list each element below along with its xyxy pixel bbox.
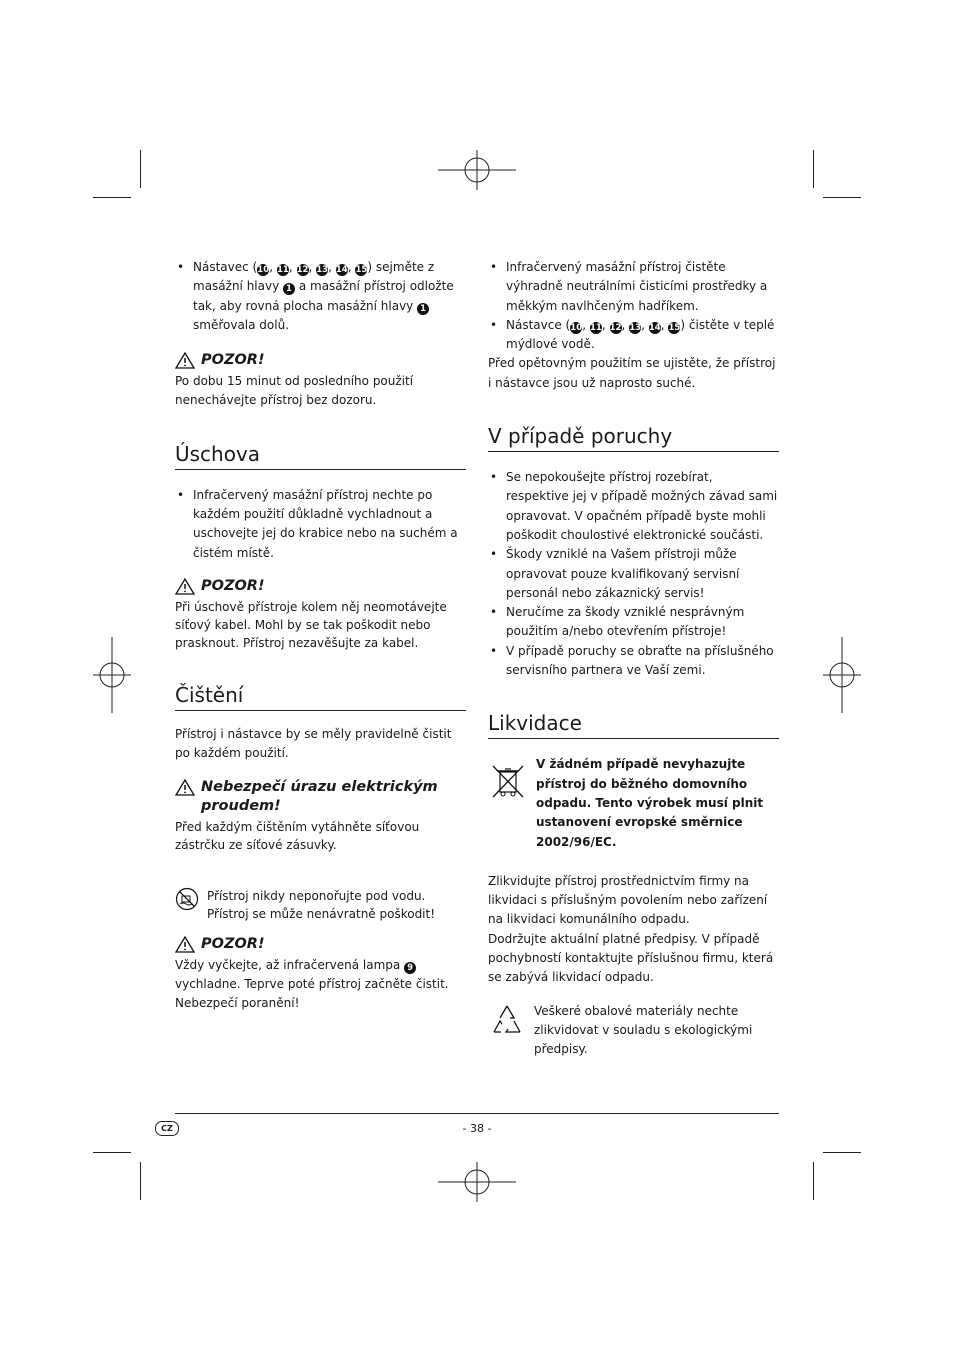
warning-heading: POZOR! xyxy=(175,351,466,370)
section-heading-poruchy: V případě poruchy xyxy=(488,423,779,452)
bullet-list-cleaning xyxy=(488,258,779,354)
warning-triangle-icon xyxy=(175,936,195,953)
right-column xyxy=(488,258,779,1060)
number-badge: 11 xyxy=(276,265,289,275)
number-badge: 14 xyxy=(648,322,661,333)
list-item: • Neručíme za škody vzniklé nesprávným použitím a/nebo otevřením přístroje! xyxy=(488,603,779,642)
paragraph: Zlikvidujte přístroj prostřednictvím firmy na likvidaci s příslušným povolením nebo zařízení na likvidaci komunálního odpadu. xyxy=(488,873,768,927)
number-badge: 9 xyxy=(404,962,416,974)
warning-triangle-icon xyxy=(175,352,195,369)
list-item: • Škody vzniklé na Vašem přístroji může opravovat pouze kvalifikovaný servisní personál nebo zákaznický servis! xyxy=(488,545,779,603)
list-item: • Nástavce (10, 11, 12, 13, 14, 15) čistěte v teplé mýdlové vodě. xyxy=(488,316,779,355)
section-heading-cisteni: Čištění xyxy=(175,682,466,711)
number-badge: 1 xyxy=(417,303,429,315)
paragraph: Před opětovným použitím se ujistěte, že přístroj i nástavce jsou už naprosto suché. xyxy=(488,356,776,390)
warning-heading: Nebezpečí úrazu elektrickým proudem! xyxy=(175,778,466,816)
paragraph: Dodržujte aktuální platné předpisy. V případě pochybností kontaktujte příslušnou firmu, která se zabývá likvidací odpadu. xyxy=(488,931,774,985)
registration-mark-left xyxy=(93,637,131,713)
warning-text: Při úschově přístroje kolem něj neomotávejte síťový kabel. Mohl by se tak poškodit nebo prasknout. Přístroj nezavěšujte za kabel. xyxy=(175,599,447,650)
list-item: • Nástavec (10, 11, 12, 13, 14, 15) sejměte z masážní hlavy 1 a masážní přístroj odložte tak, aby rovná plocha masážní hlavy 1 směřovala dolů. xyxy=(175,258,466,335)
number-badge: 15 xyxy=(355,265,368,275)
recycling-text: Veškeré obalové materiály nechte zlikvidovat v souladu s ekologickými předpisy. xyxy=(534,1003,753,1057)
registration-mark-bottom xyxy=(438,1162,516,1202)
list-item: • V případě poruchy se obraťte na příslušného servisního partnera ve Vaší zemi. xyxy=(488,642,779,681)
weee-notice xyxy=(488,755,779,851)
crossed-out-wheelie-bin-icon xyxy=(488,761,528,801)
bullet-list-faults xyxy=(488,468,779,680)
no-immersion-notice xyxy=(175,887,466,923)
bullet-list-storage xyxy=(175,486,466,563)
list-item: • Se nepokoušejte přístroj rozebírat, respektive jej v případě možných závad sami opravovat. V opačném případě byste mohli poškodit choulostivé elektronické součásti. xyxy=(488,468,779,545)
section-heading-uschova: Úschova xyxy=(175,441,466,470)
number-badge: 13 xyxy=(629,322,642,333)
warning-heading: POZOR! xyxy=(175,935,466,954)
registration-mark-top xyxy=(438,150,516,190)
recycling-icon xyxy=(488,1002,526,1040)
section-heading-likvidace: Likvidace xyxy=(488,710,779,739)
warning-triangle-icon xyxy=(175,779,195,796)
number-badge: 12 xyxy=(609,322,622,333)
number-badge: 12 xyxy=(296,265,309,275)
list-item: • Infračervený masážní přístroj nechte po každém použití důkladně vychladnout a uschovejte jej do krabice nebo na suchém a čistém místě. xyxy=(175,486,466,563)
page-number: - 38 - xyxy=(462,1122,492,1135)
warning-text: Před každým čištěním vytáhněte síťovou zástrčku ze síťové zásuvky. xyxy=(175,819,420,852)
number-badge: 10 xyxy=(257,265,270,275)
warning-triangle-icon xyxy=(175,578,195,595)
bullet-list-attachments xyxy=(175,258,466,335)
number-badge: 15 xyxy=(668,322,681,333)
list-item: • Infračervený masážní přístroj čistěte výhradně neutrálními čisticími prostředky a měkkým navlhčeným hadříkem. xyxy=(488,258,779,316)
paragraph: Přístroj i nástavce by se měly pravidelně čistit po každém použití. xyxy=(175,726,452,761)
number-badge: 10 xyxy=(570,322,583,333)
number-badge: 13 xyxy=(316,265,329,275)
warning-text: Po dobu 15 minut od posledního použití nenechávejte přístroj bez dozoru. xyxy=(175,374,414,408)
left-column xyxy=(175,258,466,1013)
warning-text: Vždy vyčkejte, až infračervená lampa 9 vychladne. Teprve poté přístroj začněte čistit. Nebezpečí poranění! xyxy=(175,957,449,1011)
warning-heading: POZOR! xyxy=(175,577,466,596)
no-water-immersion-icon xyxy=(175,887,199,911)
notice-text: Přístroj nikdy neponořujte pod vodu. Přístroj se může nenávratně poškodit! xyxy=(207,888,436,921)
country-badge: CZ xyxy=(155,1121,179,1136)
weee-text: V žádném případě nevyhazujte přístroj do běžného domovního odpadu. Tento výrobek musí plnit ustanovení evropské směrnice 2002/96/EC. xyxy=(536,757,764,849)
number-badge: 11 xyxy=(589,322,602,333)
number-badge: 1 xyxy=(283,283,295,295)
footer-divider xyxy=(175,1113,779,1114)
registration-mark-right xyxy=(823,637,861,713)
recycling-notice xyxy=(488,1002,779,1060)
number-badge: 14 xyxy=(335,265,348,275)
